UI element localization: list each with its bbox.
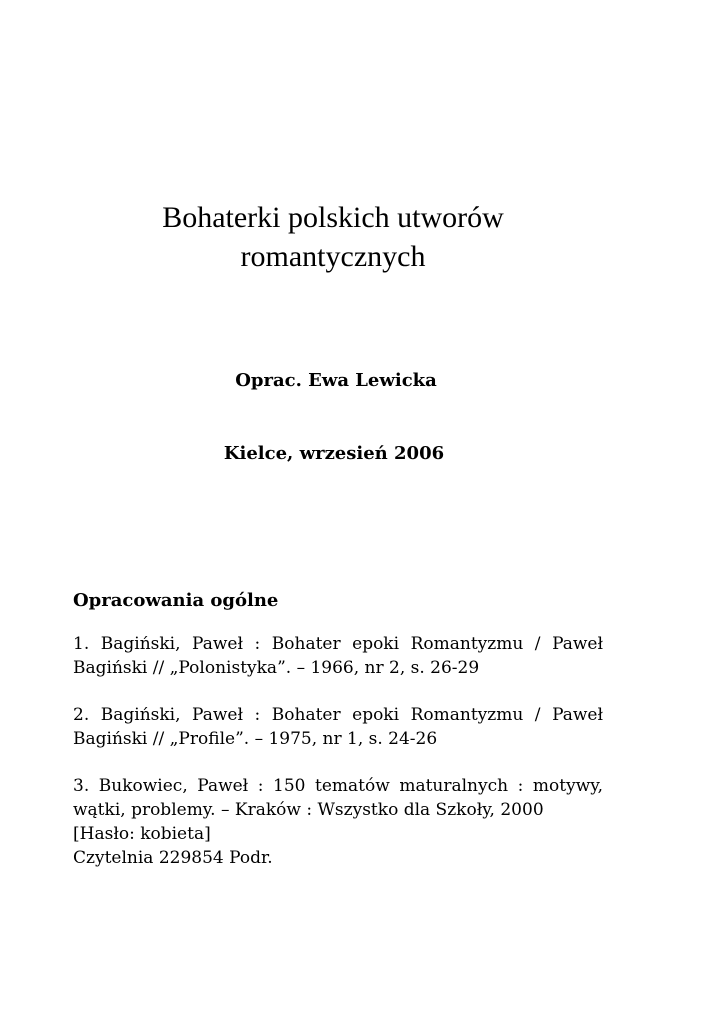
bibliography-entry-1 <box>73 632 603 680</box>
entry-note-location: Czytelnia 229854 Podr. <box>73 848 273 868</box>
entry-text: 2. Bagiński, Paweł : Bohater epoki Romantyzmu / Paweł Bagiński // „Profile”. – 1975, nr 1, s. 24-26 <box>73 705 603 749</box>
document-title <box>0 198 666 276</box>
entry-text: 3. Bukowiec, Paweł : 150 tematów maturalnych : motywy, wątki, problemy. – Kraków : Wszystko dla Szkoły, 2000 <box>73 776 603 820</box>
bibliography-section <box>73 588 603 893</box>
title-line-2: romantycznych <box>240 240 426 273</box>
bibliography-entry-2 <box>73 703 603 751</box>
place-and-date: Kielce, wrzesień 2006 <box>223 443 445 464</box>
bibliography-entry-3 <box>73 774 603 870</box>
entry-note-keyword: [Hasło: kobieta] <box>73 824 211 844</box>
entry-text: 1. Bagiński, Paweł : Bohater epoki Romantyzmu / Paweł Bagiński // „Polonistyka”. – 1966, nr 2, s. 26-29 <box>73 634 603 678</box>
title-line-1: Bohaterki polskich utworów <box>162 201 504 234</box>
section-heading: Opracowania ogólne <box>73 590 279 611</box>
author-credit: Oprac. Ewa Lewicka <box>235 370 437 391</box>
